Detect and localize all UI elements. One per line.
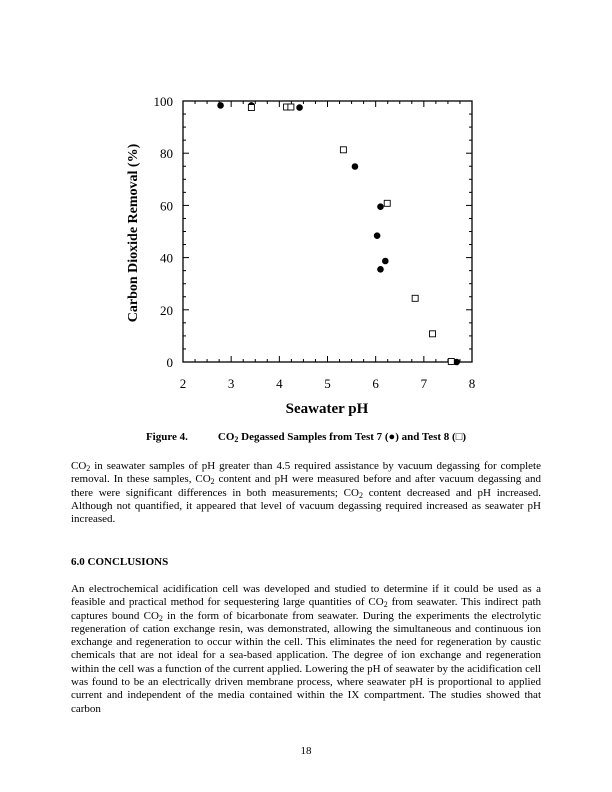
data-point-test7 bbox=[377, 266, 384, 273]
text-run: in the form of bicarbonate from seawater. During the experiments the electrolytic regeneration of cation exchange resin, was demonstrated, allowing the simultaneous and continuous ion exchange and regeneration to occur within the cell. This eliminates the need for regeneration by caustic chemicals that are not ideal for a sea-based application. The degree of ion exchange and regeneration within the cell was a function of the current applied. Lowering the pH of seawater by the acidification cell was found to be an electrically driven membrane process, where seawater pH is proportional to applied current and independent of the media contained within the IX compartment. The studies showed that carbon bbox=[71, 609, 541, 715]
y-axis-title: Carbon Dioxide Removal (%) bbox=[126, 143, 141, 323]
data-point-test7 bbox=[296, 104, 303, 111]
data-point-test8 bbox=[430, 331, 436, 337]
data-point-test7 bbox=[377, 203, 384, 210]
subscript: 2 bbox=[358, 490, 363, 500]
caption-subscript: 2 bbox=[234, 435, 239, 444]
data-points bbox=[217, 102, 460, 365]
data-point-test8 bbox=[412, 295, 418, 301]
data-point-test7 bbox=[352, 163, 359, 170]
y-tick-label: 20 bbox=[160, 302, 173, 318]
y-tick-label: 60 bbox=[160, 198, 173, 214]
data-point-test8 bbox=[448, 358, 454, 364]
data-point-test7 bbox=[374, 232, 381, 239]
data-point-test8 bbox=[288, 104, 294, 110]
plot-area bbox=[183, 101, 472, 362]
paragraph-vacuum-degassing bbox=[71, 460, 541, 526]
axis-ticks bbox=[154, 94, 476, 391]
text-run: An electrochemical acidification cell was developed and studied to determine if it could be used as a feasible and practical method for sequestering large quantities of CO bbox=[71, 583, 541, 609]
x-tick-label: 8 bbox=[468, 376, 476, 391]
paragraph-conclusions bbox=[71, 583, 541, 716]
data-point-test7 bbox=[217, 102, 224, 109]
figure-caption bbox=[0, 431, 612, 443]
data-point-test8 bbox=[248, 105, 254, 111]
subscript: 2 bbox=[210, 477, 215, 487]
figure-number: Figure 4. bbox=[145, 431, 188, 443]
y-tick-label: 40 bbox=[160, 250, 173, 266]
subscript: 2 bbox=[158, 613, 163, 623]
x-tick-label: 4 bbox=[276, 376, 283, 391]
data-point-test7 bbox=[382, 258, 389, 265]
text-run: content decreased and pH increased. Although not quantified, it appeared that level of vacuum degassing required increased as seawater pH increased. bbox=[71, 486, 541, 526]
data-point-test8 bbox=[384, 200, 390, 206]
x-tick-label: 7 bbox=[420, 376, 428, 391]
page-number: 18 bbox=[300, 745, 312, 757]
section-heading: 6.0 CONCLUSIONS bbox=[71, 556, 169, 568]
text-run: in seawater samples of pH greater than 4.5 required assistance by vacuum degassing for complete removal. In these samples, CO bbox=[71, 460, 541, 486]
y-tick-label: 100 bbox=[153, 94, 173, 109]
text-run: content and pH were measured before and after vacuum degassing and there were significant differences in both measurements; CO bbox=[71, 473, 541, 499]
caption-text-part: Degassed Samples from Test 7 (●) and Test 8 (□) bbox=[238, 431, 467, 443]
y-tick-label: 0 bbox=[166, 355, 173, 370]
x-tick-label: 6 bbox=[372, 376, 379, 391]
plot-frame bbox=[183, 101, 472, 362]
x-tick-label: 5 bbox=[324, 376, 331, 391]
text-run: CO bbox=[71, 460, 87, 472]
caption-text-part: CO bbox=[217, 431, 235, 443]
data-point-test8 bbox=[340, 147, 346, 153]
text-run: from seawater. This indirect path captures bound CO bbox=[71, 596, 542, 622]
x-tick-label: 3 bbox=[227, 376, 235, 391]
x-tick-label: 2 bbox=[179, 376, 187, 391]
x-axis-title: Seawater pH bbox=[285, 401, 369, 417]
y-tick-label: 80 bbox=[160, 146, 173, 162]
subscript: 2 bbox=[86, 464, 91, 473]
subscript: 2 bbox=[383, 600, 388, 610]
